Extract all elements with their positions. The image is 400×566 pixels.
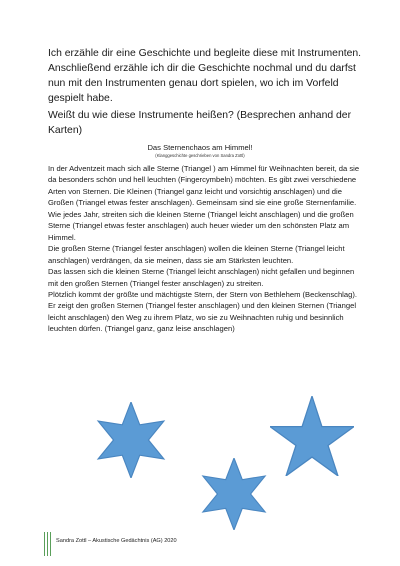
story-subtitle: (Klanggeschichte geschrieben von Sandra Zottl)	[155, 153, 245, 158]
story-body	[48, 163, 360, 335]
story-paragraph: Plötzlich kommt der größte und mächtigste Stern, der Stern von Bethlehem (Beckenschlag).	[48, 289, 357, 299]
six-pointed-star-icon	[93, 402, 169, 478]
footer-rule	[50, 532, 51, 556]
six-pointed-star-icon	[198, 458, 270, 530]
five-pointed-star-icon	[270, 396, 354, 476]
story-paragraph: Die großen Sterne (Triangel fester anschlagen) wollen die kleinen Sterne (Triangel leicht anschlagen) verdrängen, da sie meinen, dass sie am Stärksten leuchten.	[48, 244, 345, 265]
intro-paragraph: Ich erzähle dir eine Geschichte und begleite diese mit Instrumenten. Anschließend erzähle ich dir die Geschichte nochmal und du darfst nun mit den Instrumenten genau dort spielen, wo ich im Vorfeld gespielt habe.	[48, 48, 362, 104]
footer-text: Sandra Zottl – Akustische Gedächtnis (AG) 2020	[56, 538, 177, 544]
story-title: Das Sternenchaos am Himmel!	[147, 143, 253, 152]
footer-rule	[47, 532, 48, 556]
story-paragraph: In der Adventzeit mach sich alle Sterne (Triangel ) am Himmel für Weihnachten bereit, da sie da besonders schön und hell leuchten (Fingercymbeln) möchten. Es gibt zwei verschiedene Arten von Sternen. Die Kleinen (Triangel ganz leicht und vorsichtig anschlagen) und die Großen (Triangel etwas fester anschlagen). Gemeinsam sind sie eine große Sternenfamilie.	[48, 164, 360, 208]
footer-rule	[44, 532, 45, 556]
story-paragraph: Wie jedes Jahr, streiten sich die kleinen Sterne (Triangel leicht anschlagen) und die großen Sterne (Triangel etwas fester anschlagen) auch heuer wieder um den schönsten Platz am Himmel.	[48, 209, 354, 242]
question-paragraph: Weißt du wie diese Instrumente heißen? (Besprechen anhand der Karten)	[48, 110, 352, 136]
story-paragraph: Das lassen sich die kleinen Sterne (Triangel leicht anschlagen) nicht gefallen und beginnen mit den großen Sternen (Triangel fester anschlagen) zu streiten.	[48, 267, 355, 288]
story-paragraph: Er zeigt den großen Sternen (Triangel fester anschlagen) und den kleinen Sternen (Triangel leicht anschlagen) den Weg zu ihrem Platz, wo sie zu Weihnachten ruhig und besinnlich leuchten dürfen. (Triangel ganz, ganz leise anschlagen)	[48, 301, 357, 334]
